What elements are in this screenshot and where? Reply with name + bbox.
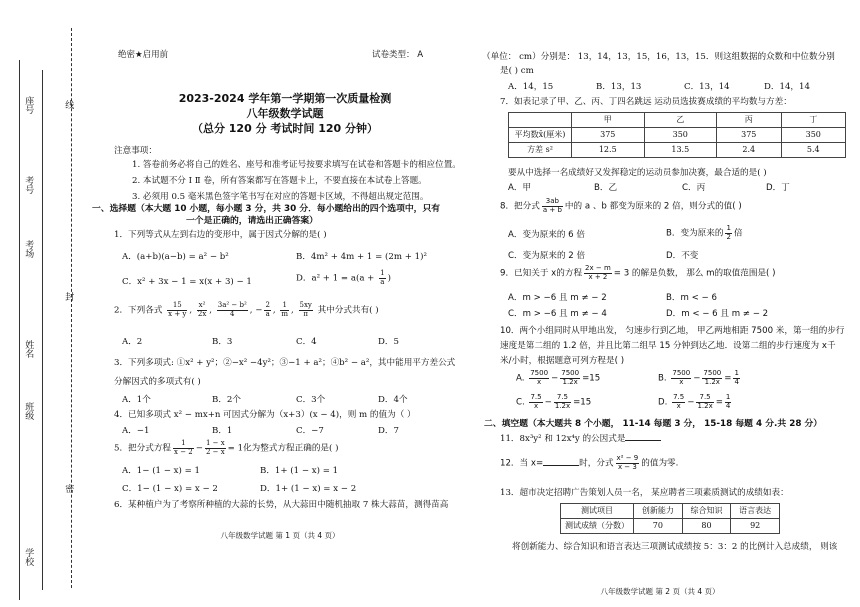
q5-opt-b: B．1+ (1 − x) = 1	[260, 466, 339, 476]
notes-title: 注意事项：	[114, 146, 157, 156]
q13-table	[560, 503, 780, 534]
q2-frac-3: $\frac{\text{3a² − b²}}{4}$	[217, 301, 247, 318]
name-label: 姓名	[23, 340, 34, 358]
table-row: 方差 s² 12.5 13.5 2.4 5.4	[509, 143, 846, 158]
q12-stem: 12．当 x= 时，分式 $\frac{\text{x² − 9}}{x - 3}$ 的值为零.	[500, 454, 679, 471]
q9-fraction: $\frac{2x - m}{x + 2}$	[585, 264, 611, 281]
section1-heading-cont: 一个是正确的，请选出正确答案）	[186, 216, 318, 226]
q8-opt-b: B．变为原来的 $\frac{1}{2}$ 倍	[666, 224, 743, 241]
exam-room-label: 考场	[23, 240, 34, 258]
q3-opt-a: A．1个	[122, 395, 151, 405]
q3-opt-b: B．2个	[212, 395, 241, 405]
exam-subtitle: 八年级数学试题	[246, 107, 324, 120]
q8-opt-c: C．变为原来的 2 倍	[508, 251, 586, 261]
right-page-footer: 八年级数学试题 第 2 页（共 4 页）	[600, 587, 720, 596]
q10-stem-2: 速度是第二组的 1.2 倍，并且比第二组早 15 分钟到达乙地．设第二组的步行速度为 x千	[500, 341, 836, 351]
q7-stem: 7．如表记录了甲、乙、丙、丁四名跳远 运动员选拔赛成绩的平均数与方差：	[500, 97, 792, 107]
exam-number-label: 考号	[23, 176, 34, 194]
q10-opt-c: C. $\frac{7.5}{x}$ − $\frac{7.5}{1.2x}$ =15	[516, 393, 592, 410]
q6-cont: （单位： cm）分别是： 13，14，13，15，16，13，15．则这组数据的众数和中位数分别	[482, 52, 835, 62]
q4-opt-d: D．7	[378, 426, 399, 436]
table-row: 平均数x̄(厘米) 375 350 375 350	[509, 128, 846, 143]
q6-opt-b: B．13，13	[596, 82, 642, 92]
paper-type: 试卷类型： A	[372, 50, 424, 60]
left-margin-line	[42, 70, 43, 590]
q1-stem: 1．下列等式从左到右边的变形中，属于因式分解的是( )	[114, 230, 327, 240]
q3-opt-d: D．4个	[378, 395, 408, 405]
q6-opt-a: A．14，15	[508, 82, 554, 92]
q3-stem: 3．下列多项式: ①x² + y²；②−x² −4y²；③−1 + a²；④b² − a²，其中能用平方差公式	[114, 358, 456, 368]
school-label: 学校	[23, 548, 34, 566]
q6-opt-c: C．13，14	[684, 82, 730, 92]
q4-stem: 4．已知多项式 x² − mx+n 可因式分解为（x+3）(x − 4)，则 m 的值为（ ）	[114, 410, 416, 420]
q5-frac-1: $\frac{1}{x - 2}$	[174, 439, 193, 456]
outer-margin-line	[19, 60, 20, 600]
q6-opt-d: D．14，14	[764, 82, 810, 92]
q7-opt-b: B．乙	[594, 183, 618, 193]
q10-opt-d: D. $\frac{7.5}{x}$ − $\frac{7.5}{1.2x}$ = $\frac{1}{4}$	[658, 393, 731, 410]
left-page-footer: 八年级数学试题 第 1 页（共 4 页）	[220, 531, 340, 540]
q8-opt-a: A．变为原来的 6 倍	[508, 230, 585, 240]
section2-heading: 二、填空题（本大题共 8 个小题， 11-14 每题 3 分， 15-18 每题 4 分.共 28 分）	[484, 419, 823, 429]
q7-question: 要从中选择一名成绩好又发挥稳定的运动员参加决赛，最合适的是( )	[508, 168, 767, 178]
q2-opt-b: B．3	[212, 337, 233, 347]
q1-opt-b: B．4m² + 4m + 1 = (2m + 1)²	[296, 252, 427, 262]
q1-opt-a: A．(a+b)(a−b) = a² − b²	[122, 252, 229, 262]
q11-stem: 11．8x³y² 和 12x⁴y 的公因式是	[500, 434, 661, 445]
q11-blank	[625, 440, 661, 441]
q2-frac-6: $\frac{5xy}{\pi}$	[299, 301, 312, 318]
q2-opt-a: A．2	[122, 337, 143, 347]
q10-opt-a: A. $\frac{7500}{x}$ − $\frac{7500}{1.2x}$ =15	[516, 369, 601, 386]
q10-opt-b: B. $\frac{7500}{x}$ − $\frac{7500}{1.2x}$ = $\frac{1}{4}$	[658, 369, 739, 386]
q2-frac-1: $\frac{15}{x + y}$	[168, 301, 187, 318]
q8-stem: 8．把分式 $\frac{3ab}{a + b}$ 中的 a 、b 都变为原来的 2 倍，则分式的值( )	[500, 197, 742, 214]
q5-opt-c: C．1− (1 − x) = x − 2	[122, 484, 218, 494]
q9-opt-d: D．m < − 6 且 m ≠ − 2	[666, 309, 769, 319]
seal-char-xian: 线	[63, 100, 74, 109]
q9-opt-a: A．m > −6 且 m ≠ − 2	[508, 293, 607, 303]
q2-frac-4: $\frac{2}{a}$	[265, 301, 270, 318]
table-row: 测试成绩（分数） 70 80 92	[561, 519, 780, 534]
q12-blank	[543, 465, 579, 466]
q7-opt-a: A．甲	[508, 183, 532, 193]
seal-char-feng: 封	[63, 292, 74, 301]
q1-d-fraction: $\frac{1}{a}$	[380, 269, 385, 286]
q7-opt-d: D．丁	[766, 183, 790, 193]
note-1: 1. 答卷前务必将自己的姓名、座号和准考证号按要求填写在试卷和答题卡的相应位置。	[132, 160, 461, 170]
q10-stem: 10．两个小组同时从甲地出发， 匀速步行到乙地， 甲乙两地相距 7500 米，第一组的步行	[500, 326, 845, 336]
score-time: （总分 120 分 考试时间 120 分钟）	[191, 122, 379, 135]
q9-opt-b: B．m < − 6	[666, 293, 717, 303]
q2-frac-2: $\frac{\text{x²}}{2x}$	[197, 301, 207, 318]
seat-number-label: 座号	[23, 96, 34, 114]
q3-opt-c: C．3个	[296, 395, 326, 405]
q5-opt-a: A．1− (1 − x) = 1	[122, 466, 201, 476]
q4-opt-a: A．−1	[122, 426, 150, 436]
q10-stem-3: 米/小时，根据题意可列方程是( )	[500, 356, 625, 366]
q9-opt-c: C．m > −6 且 m ≠ − 4	[508, 309, 607, 319]
q5-stem: 5．把分式方程 $\frac{1}{x - 2}$ − $\frac{1 - x}{2 - x}$ = 1化为整式方程正确的是( )	[114, 439, 339, 456]
note-2: 2. 本试题不分 Ⅰ Ⅱ 卷，所有答案都写在答题卡上，不要直接在本试卷上答题。	[132, 176, 427, 186]
q8-fraction: $\frac{3ab}{a + b}$	[542, 197, 562, 214]
note-3: 3. 必须用 0.5 毫米黑色签字笔书写在对应的答题卡区域，不得超出规定范围。	[132, 192, 429, 202]
q9-stem: 9．已知关于 x的方程 $\frac{2x - m}{x + 2}$ = 3 的解是负数， 那么 m的取值范围是( )	[500, 264, 776, 281]
q13-stem: 13．超市决定招聘广告策划人员一名， 某应聘者三项素质测试的成绩如表：	[500, 488, 789, 498]
q5-opt-d: D．1+ (1 − x) = x − 2	[260, 484, 357, 494]
q6-stem: 6．某种植户为了考察所种植的大蒜的长势，从大蒜田中随机抽取 7 株大蒜苗，测得苗高	[114, 500, 449, 510]
seal-char-mi: 密	[63, 484, 74, 493]
seal-line	[71, 28, 72, 588]
q4-opt-c: C．−7	[296, 426, 324, 436]
q8-opt-d: D．不变	[666, 251, 699, 261]
q12-fraction: $\frac{\text{x² − 9}}{x - 3}$	[616, 454, 639, 471]
q1-opt-d: D．a² + 1 = a(a + $\frac{1}{a}$ )	[296, 269, 391, 286]
q2-frac-5: $\frac{1}{m}$	[281, 301, 289, 318]
q5-frac-2: $\frac{1 - x}{2 - x}$	[205, 439, 225, 456]
exam-title: 2023-2024 学年第一学期第一次质量检测	[178, 92, 392, 105]
q8-b-fraction: $\frac{1}{2}$	[726, 224, 731, 241]
q3-stem-cont: 分解因式的多项式有( )	[114, 377, 201, 387]
q1-opt-c: C．x² + 3x − 1 = x(x + 3) − 1	[122, 277, 252, 287]
q7-table	[508, 112, 846, 158]
q6-cont-2: 是( ) cm	[500, 66, 534, 76]
q13-text: 将创新能力、综合知识和语言表达三项测试成绩按 5：3：2 的比例计入总成绩， 则该	[512, 542, 838, 552]
q2-stem: 2．下列各式 $\frac{15}{x + y}$ , $\frac{\text{x²}}{2x}$ , $\frac{\text{3a² − b²}}{4}$ , − $\frac{2}{a}$ , $\frac{1}{m}$ , $\frac{5xy}{\pi}$ 其中分式共有( )	[114, 301, 379, 318]
section1-heading: 一、选择题（本大题 10 小题，每小题 3 分，共 30 分．每小题给出的四个选项中，只有	[92, 204, 441, 214]
secret-mark: 绝密★启用前	[118, 50, 169, 60]
q4-opt-b: B．1	[212, 426, 233, 436]
q2-opt-d: D．5	[378, 337, 399, 347]
q7-table-header: 甲 乙 丙 丁	[509, 113, 846, 128]
q2-opt-c: C．4	[296, 337, 317, 347]
q7-opt-c: C．丙	[682, 183, 706, 193]
class-label: 班级	[23, 402, 34, 420]
q13-table-header: 测试项目 创新能力 综合知识 语言表达	[561, 504, 780, 519]
binding-margin	[0, 0, 92, 607]
